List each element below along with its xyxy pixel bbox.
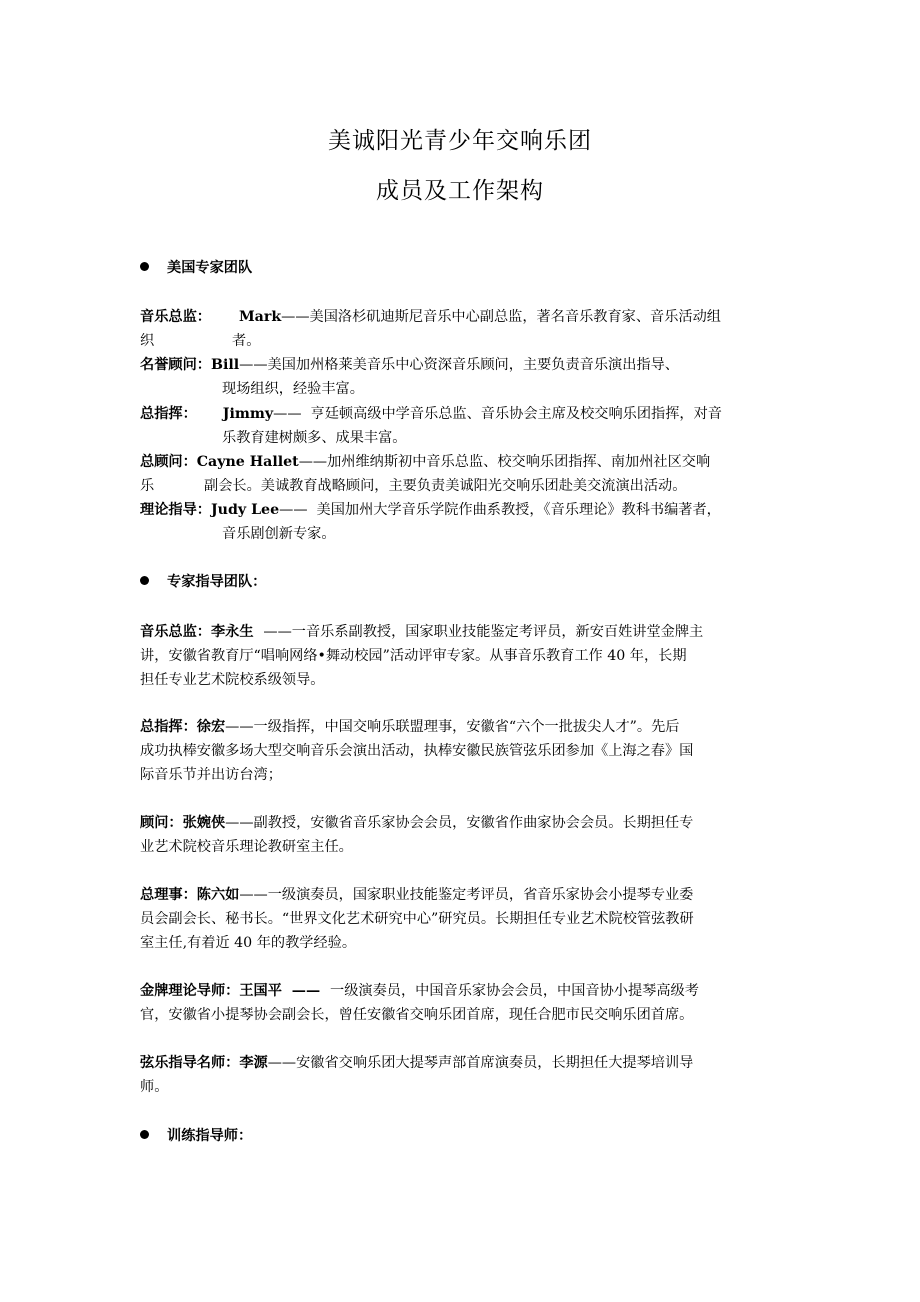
section-heading: 专家指导团队： — [167, 574, 267, 590]
member-desc: ——副教授，安徽省音乐家协会会员，安徽省作曲家协会会员。长期担任专 — [225, 815, 694, 831]
doc-subtitle: 成员及工作架构 — [376, 178, 544, 204]
cn-member-line: 际音乐节并出访台湾； — [140, 767, 282, 783]
doc-title: 美诚阳光青少年交响乐团 — [328, 128, 592, 154]
us-member-line — [140, 355, 679, 375]
cn-member-line: 讲，安徽省教育厅“唱响网络•舞动校园”活动评审专家。从事音乐教育工作 40 年，长期 — [140, 648, 687, 664]
role-label: 弦乐指导名师：李源 — [140, 1055, 268, 1071]
role-label: 音乐总监：李永生 — [140, 624, 264, 640]
cn-member-line: 室主任,有着近 40 年的教学经验。 — [140, 935, 357, 951]
member-desc: ——安徽省交响乐团大提琴声部首席演奏员，长期担任大提琴培训导 — [267, 1055, 694, 1071]
section-trainers — [140, 1126, 252, 1146]
member-desc: 副会长。美诚教育战略顾问，主要负责美诚阳光交响乐团赴美交流演出活动。 — [204, 478, 687, 494]
us-member-line — [140, 500, 721, 520]
member-desc: ——美国洛杉矶迪斯尼音乐中心副总监，著名音乐教育家、音乐活动组 — [281, 309, 721, 325]
us-member-line: 现场组织，经验丰富。 — [222, 381, 364, 397]
role-label: 顾问：张婉侠 — [140, 815, 226, 831]
role-label: 名誉顾问： — [140, 357, 211, 373]
cn-member-line — [140, 981, 699, 1001]
role-label: 音乐总监： — [140, 309, 211, 325]
bullet-icon — [140, 262, 149, 271]
cn-member-line: 担任专业艺术院校系级领导。 — [140, 672, 325, 688]
us-member-line: 乐教育建树颇多、成果丰富。 — [222, 430, 407, 446]
section-us-experts — [140, 258, 252, 278]
cn-member-line: 成功执棒安徽多场大型交响音乐会演出活动，执棒安徽民族管弦乐团参加《上海之春》国 — [140, 743, 694, 759]
role-label: 金牌理论导师：王国平 —— — [140, 983, 331, 999]
bullet-icon — [140, 576, 149, 585]
member-name: Bill — [210, 357, 240, 373]
member-name: Judy Lee — [210, 502, 280, 518]
member-name: Jimmy — [222, 406, 274, 422]
cn-member-line: 员会副会长、秘书长。“世界文化艺术研究中心”研究员。长期担任专业艺术院校管弦教研 — [140, 911, 694, 927]
member-desc: ——一级演奏员，国家职业技能鉴定考评员，省音乐家协会小提琴专业委 — [239, 887, 694, 903]
cn-member-line — [140, 885, 693, 905]
cn-member-line — [140, 813, 693, 833]
member-desc: —— 美国加州大学音乐学院作曲系教授，《音乐理论》教科书编著者， — [279, 502, 721, 518]
member-desc: ——加州维纳斯初中音乐总监、校交响乐团指挥、南加州社区交响 — [298, 454, 711, 470]
member-desc: 乐 — [140, 478, 155, 494]
member-desc: 一级演奏员，中国音乐家协会会员，中国音协小提琴高级考 — [330, 983, 699, 999]
us-member-line — [140, 307, 721, 327]
member-desc: ——美国加州格莱美音乐中心资深音乐顾问，主要负责音乐演出指导、 — [239, 357, 679, 373]
us-member-line — [140, 452, 710, 472]
cn-member-line: 官，安徽省小提琴协会副会长，曾任安徽省交响乐团首席，现任合肥市民交响乐团首席。 — [140, 1007, 694, 1023]
section-cn-experts — [140, 572, 266, 592]
member-desc: 织 — [140, 333, 155, 349]
member-desc: —— 亨廷顿高级中学音乐总监、音乐协会主席及校交响乐团指挥，对音 — [273, 406, 722, 422]
cn-member-line — [140, 717, 679, 737]
member-name: Mark — [238, 309, 282, 325]
us-member-line — [140, 331, 261, 351]
cn-member-line: 师。 — [140, 1079, 169, 1095]
cn-member-line — [140, 622, 703, 642]
member-desc: 者。 — [232, 333, 261, 349]
member-desc: ——一音乐系副教授，国家职业技能鉴定考评员，新安百姓讲堂金牌主 — [263, 624, 704, 640]
role-label: 理论指导： — [140, 502, 211, 518]
cn-member-line — [140, 1053, 693, 1073]
member-desc: ——一级指挥，中国交响乐联盟理事，安徽省“六个一批拔尖人才”。先后 — [225, 719, 680, 735]
role-label: 总指挥： — [140, 406, 197, 422]
section-heading: 美国专家团队 — [167, 260, 253, 276]
us-member-line — [140, 404, 722, 424]
cn-member-line: 业艺术院校音乐理论教研室主任。 — [140, 839, 353, 855]
role-label: 总顾问： — [140, 454, 197, 470]
bullet-icon — [140, 1130, 149, 1139]
us-member-line — [140, 476, 687, 496]
us-member-line: 音乐剧创新专家。 — [222, 526, 336, 542]
role-label: 总指挥：徐宏 — [140, 719, 226, 735]
section-heading: 训练指导师： — [167, 1128, 253, 1144]
member-name: Cayne Hallet — [196, 454, 299, 470]
role-label: 总理事：陈六如 — [140, 887, 240, 903]
